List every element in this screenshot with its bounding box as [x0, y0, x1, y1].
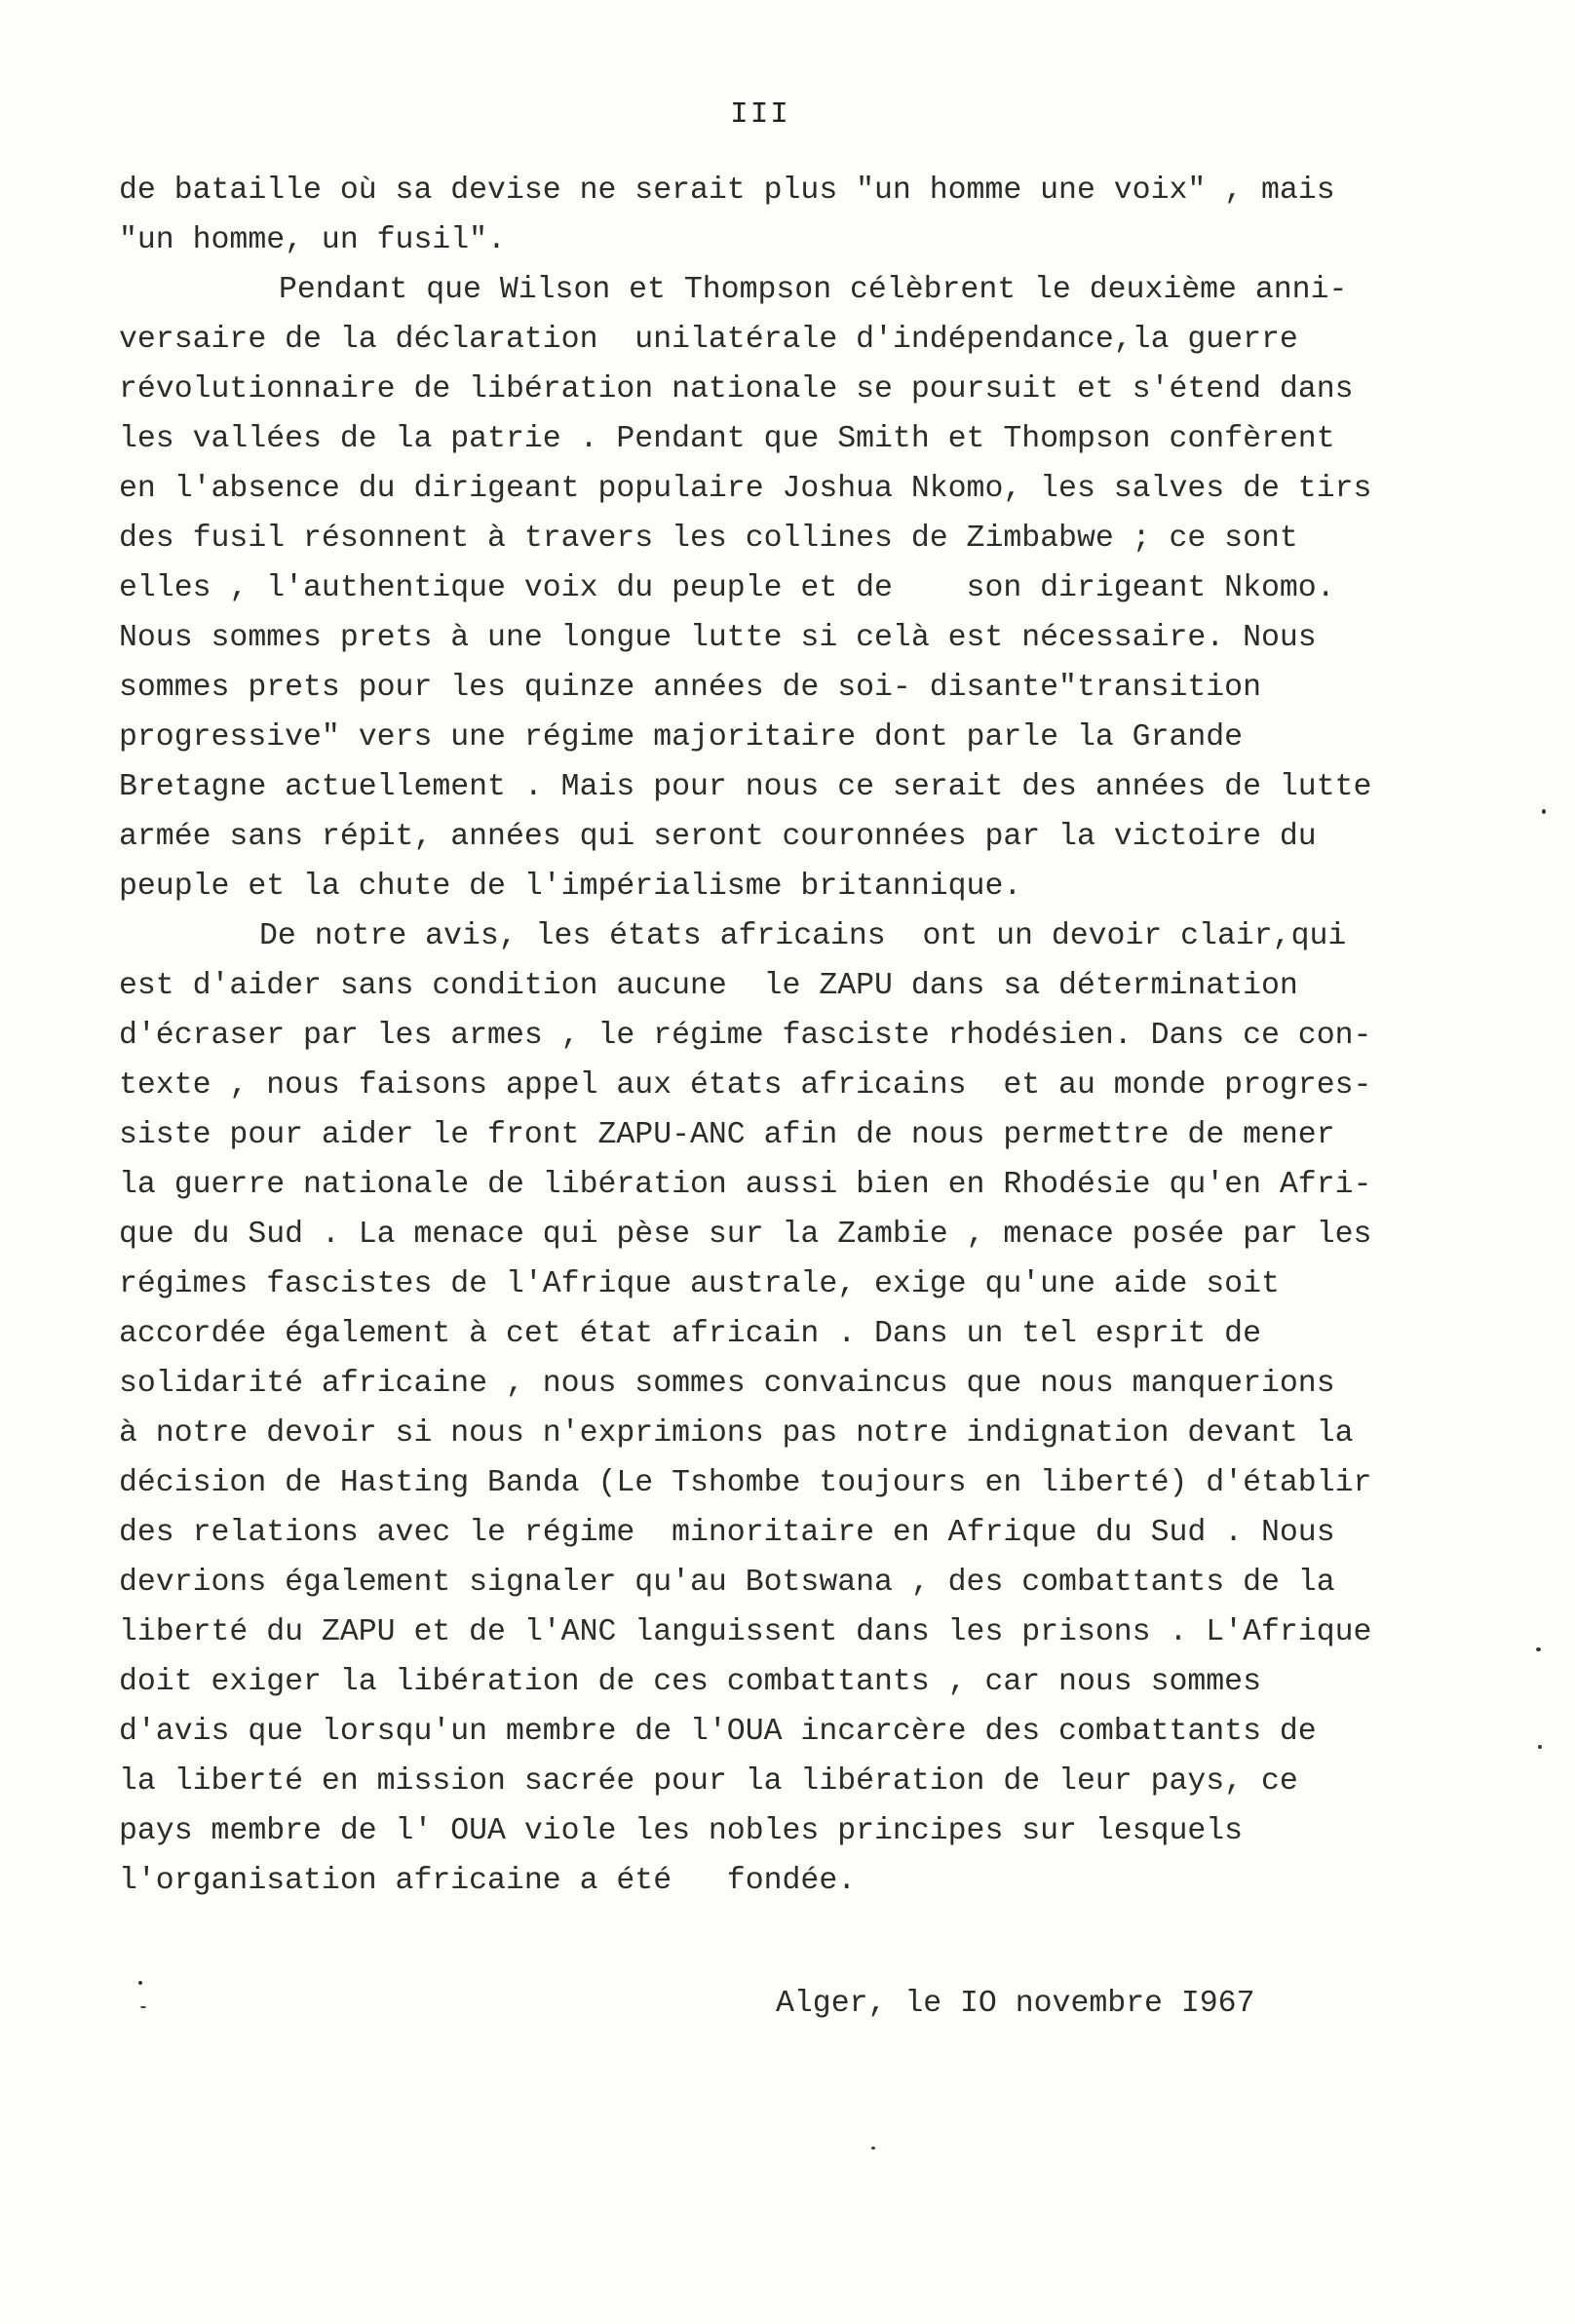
place-date-signature: Alger, le IO novembre I967: [776, 1987, 1255, 2021]
text-line: d'avis que lorsqu'un membre de l'OUA incarcère des combattants de: [119, 1715, 1317, 1749]
text-line: que du Sud . La menace qui pèse sur la Zambie , menace posée par les: [119, 1218, 1372, 1252]
text-line: régimes fascistes de l'Afrique australe, exige qu'une aide soit: [119, 1267, 1280, 1301]
text-line: armée sans répit, années qui seront couronnées par la victoire du: [119, 820, 1317, 854]
text-line: doit exiger la libération de ces combattants , car nous sommes: [119, 1665, 1261, 1699]
text-line: solidarité africaine , nous sommes convaincus que nous manquerions: [119, 1367, 1335, 1401]
text-line: liberté du ZAPU et de l'ANC languissent dans les prisons . L'Afrique: [119, 1615, 1372, 1649]
text-line: est d'aider sans condition aucune le ZAPU dans sa détermination: [119, 969, 1298, 1003]
text-line: progressive" vers une régime majoritaire dont parle la Grande: [119, 720, 1244, 755]
scan-speck: [871, 2147, 875, 2150]
text-line: devrions également signaler qu'au Botswana , des combattants de la: [119, 1566, 1335, 1600]
page-number: III: [730, 97, 790, 132]
text-line: pays membre de l' OUA viole les nobles principes sur lesquels: [119, 1814, 1244, 1848]
text-line: décision de Hasting Banda (Le Tshombe toujours en liberté) d'établir: [119, 1466, 1372, 1500]
scan-speck: [1538, 1745, 1542, 1749]
text-line: peuple et la chute de l'impérialisme britannique.: [119, 870, 1022, 904]
text-line: des relations avec le régime minoritaire en Afrique du Sud . Nous: [119, 1516, 1335, 1550]
text-line: de bataille où sa devise ne serait plus "un homme une voix" , mais: [119, 174, 1335, 208]
text-line: la liberté en mission sacrée pour la libération de leur pays, ce: [119, 1764, 1298, 1799]
text-line: De notre avis, les états africains ont un devoir clair,qui: [259, 919, 1347, 953]
text-line: en l'absence du dirigeant populaire Joshua Nkomo, les salves de tirs: [119, 472, 1372, 506]
text-line: l'organisation africaine a été fondée.: [119, 1864, 857, 1898]
text-line: versaire de la déclaration unilatérale d'indépendance,la guerre: [119, 323, 1298, 357]
text-line: les vallées de la patrie . Pendant que Smith et Thompson confèrent: [119, 422, 1335, 456]
text-line: sommes prets pour les quinze années de soi- disante"transition: [119, 671, 1261, 705]
text-line: Nous sommes prets à une longue lutte si celà est nécessaire. Nous: [119, 621, 1317, 655]
scan-speck: [140, 2006, 146, 2008]
text-line: Bretagne actuellement . Mais pour nous ce serait des années de lutte: [119, 770, 1372, 804]
text-line: texte , nous faisons appel aux états africains et au monde progres-: [119, 1068, 1372, 1103]
text-line: révolutionnaire de libération nationale se poursuit et s'étend dans: [119, 372, 1354, 407]
scan-speck: [1536, 1647, 1541, 1651]
text-line: la guerre nationale de libération aussi bien en Rhodésie qu'en Afri-: [119, 1168, 1372, 1202]
text-line: siste pour aider le front ZAPU-ANC afin de nous permettre de mener: [119, 1118, 1335, 1152]
text-line: d'écraser par les armes , le régime fasciste rhodésien. Dans ce con-: [119, 1019, 1372, 1053]
text-line: elles , l'authentique voix du peuple et de son dirigeant Nkomo.: [119, 571, 1335, 605]
scan-speck: [1542, 809, 1546, 814]
scan-speck: [138, 1981, 142, 1985]
text-line: des fusil résonnent à travers les collines de Zimbabwe ; ce sont: [119, 522, 1298, 556]
text-line: accordée également à cet état africain . Dans un tel esprit de: [119, 1317, 1261, 1351]
text-line: "un homme, un fusil".: [119, 223, 506, 257]
text-line: à notre devoir si nous n'exprimions pas notre indignation devant la: [119, 1416, 1354, 1451]
text-line: Pendant que Wilson et Thompson célèbrent le deuxième anni-: [279, 273, 1348, 307]
